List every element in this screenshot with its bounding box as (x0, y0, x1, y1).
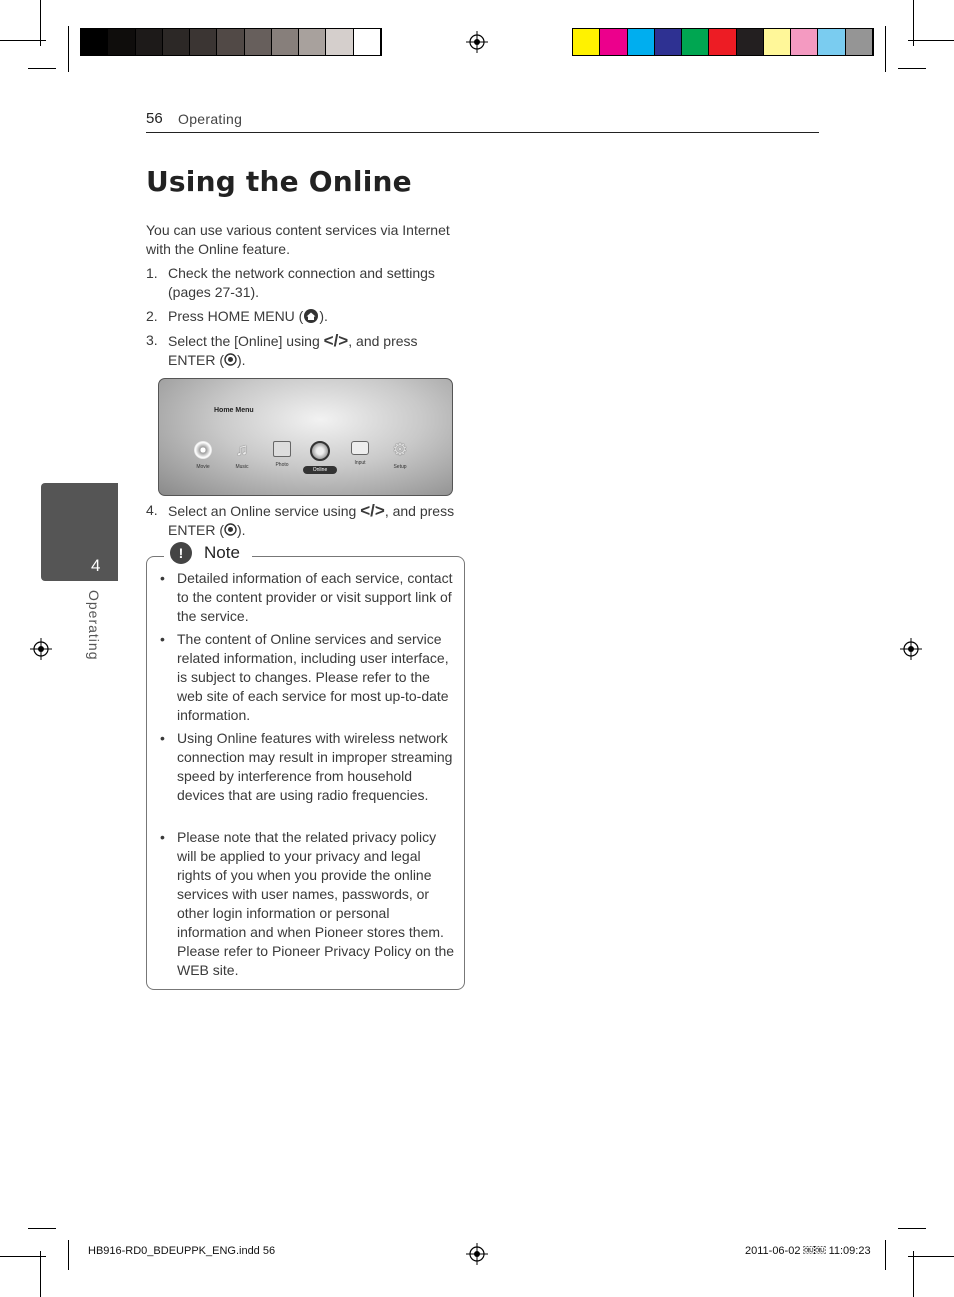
note-header (164, 541, 252, 565)
header-rule (146, 132, 819, 133)
menu-label: Input (354, 460, 366, 466)
crop-mark (28, 1228, 56, 1229)
crop-mark (913, 1251, 914, 1297)
menu-label: Setup (393, 464, 407, 470)
step-text: , and press ENTER ( (168, 503, 455, 538)
color-swatch (217, 29, 244, 55)
bullet-dot: • (160, 730, 165, 746)
step-4 (146, 501, 466, 541)
step-number: 4. (146, 502, 158, 518)
page-number: 56 (146, 110, 163, 127)
menu-item-setup (383, 441, 417, 470)
crop-mark (908, 1256, 954, 1257)
color-swatch-bar (572, 28, 874, 56)
note-bullet-text: Using Online features with wireless network connection may result in improper streaming speed by interference from household devices that are using radio frequencies. (177, 730, 453, 803)
registration-mark-icon (466, 31, 488, 53)
note-title: Note (204, 543, 240, 562)
note-bullet-text: Please note that the related privacy policy will be applied to your privacy and legal rights of you when you provide the online services with user names, passwords, or other login information or personal information and when Pioneer stores them. Please refer to Pioneer Privacy Policy on the WEB site. (177, 829, 455, 978)
footer-file: HB916-RD0_BDEUPPK_ENG.indd 56 (88, 1245, 276, 1257)
color-swatch (846, 29, 873, 55)
color-swatch (709, 29, 736, 55)
crop-mark (885, 26, 886, 72)
color-swatch (81, 29, 108, 55)
color-swatch (573, 29, 600, 55)
bullet-dot: • (160, 631, 165, 647)
step-number: 1. (146, 265, 158, 281)
step-number: 3. (146, 332, 158, 348)
note-bullet-text: Detailed information of each service, contact to the content provider or visit support link of the service. (177, 570, 453, 624)
chapter-tab (41, 483, 118, 581)
chapter-label: Operating (86, 590, 102, 661)
crop-mark (28, 68, 56, 69)
photo-icon (273, 441, 291, 457)
note-bullet-text: The content of Online services and service related information, including user interface, is subject to changes. Please refer to the web site of each service for most up-to-date information. (177, 631, 449, 723)
film-reel-icon (194, 441, 212, 459)
globe-icon (310, 441, 330, 461)
step-text: , and press ENTER ( (168, 333, 418, 368)
color-swatch (600, 29, 627, 55)
menu-label: Movie (196, 464, 210, 470)
chapter-number: 4 (91, 556, 101, 575)
gray-swatch-bar (80, 28, 382, 56)
color-swatch (190, 29, 217, 55)
home-menu-screenshot (158, 378, 453, 496)
menu-label: Music (235, 464, 249, 470)
color-swatch (737, 29, 764, 55)
footer-date: 2011-06-02 ￼￼ 11:09:23 (745, 1245, 871, 1257)
step-text: ). (237, 522, 246, 538)
color-swatch (354, 29, 381, 55)
menu-item-movie (186, 441, 220, 470)
step-text: Press HOME MENU ( (168, 308, 304, 324)
section-name: Operating (178, 111, 243, 127)
crop-mark (908, 40, 954, 41)
step-1 (146, 264, 466, 304)
intro-paragraph: You can use various content services via Internet with the Online feature. (146, 222, 450, 257)
home-menu-title: Home Menu (214, 407, 254, 414)
bullet-dot: • (160, 829, 165, 845)
left-right-arrows-icon: </> (323, 331, 349, 350)
gear-icon: ⚙ (392, 440, 408, 459)
enter-icon (224, 353, 237, 366)
menu-item-input (343, 441, 377, 466)
crop-mark (0, 40, 46, 41)
crop-mark (68, 1240, 69, 1270)
enter-icon (224, 523, 237, 536)
left-right-arrows-icon: </> (360, 501, 385, 520)
input-icon (351, 441, 369, 455)
registration-mark-icon (30, 638, 52, 660)
color-swatch (682, 29, 709, 55)
menu-label: Online (303, 466, 337, 474)
menu-label: Photo (275, 462, 289, 468)
crop-mark (898, 1228, 926, 1229)
registration-mark-icon (900, 638, 922, 660)
color-swatch (299, 29, 326, 55)
menu-item-photo (265, 441, 299, 468)
menu-item-music (225, 441, 259, 470)
step-number: 2. (146, 308, 158, 324)
color-swatch (272, 29, 299, 55)
crop-mark (0, 1256, 46, 1257)
crop-mark (40, 1251, 41, 1297)
step-text: ). (237, 352, 246, 368)
step-text: Select the [Online] using (168, 333, 324, 349)
registration-mark-icon (466, 1243, 488, 1265)
color-swatch (628, 29, 655, 55)
color-swatch (764, 29, 791, 55)
crop-mark (68, 26, 69, 72)
color-swatch (108, 29, 135, 55)
color-swatch (791, 29, 818, 55)
exclamation-icon: ! (170, 542, 192, 564)
step-text: Check the network connection and settings (pages 27-31). (168, 265, 435, 300)
crop-mark (898, 68, 926, 69)
music-note-icon: ♫ (235, 440, 249, 459)
color-swatch (326, 29, 353, 55)
color-swatch (245, 29, 272, 55)
color-swatch (136, 29, 163, 55)
step-3 (146, 331, 466, 371)
menu-item-online (303, 441, 337, 474)
page-title: Using the Online (146, 165, 412, 198)
color-swatch (655, 29, 682, 55)
step-text: ). (319, 308, 328, 324)
color-swatch (818, 29, 845, 55)
bullet-dot: • (160, 570, 165, 586)
color-swatch (163, 29, 190, 55)
step-text: Select an Online service using (168, 503, 361, 519)
home-icon (303, 309, 319, 323)
crop-mark (885, 1240, 886, 1270)
step-2 (146, 307, 466, 327)
